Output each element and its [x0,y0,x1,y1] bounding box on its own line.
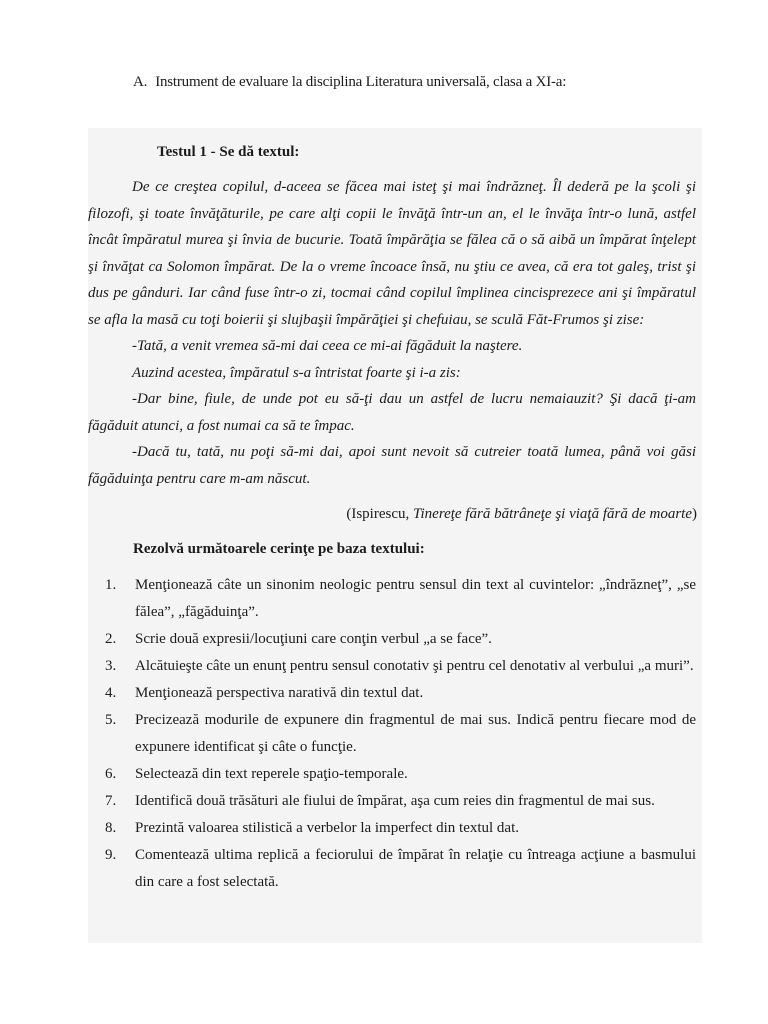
passage-paragraph: Auzind acestea, împăratul s-a întristat foarte şi i-a zis: [132,364,461,381]
literary-passage [88,174,696,492]
passage-paragraph: -Tată, a venit vremea să-mi dai ceea ce mi-ai făgăduit la naştere. [132,338,523,354]
task-item [105,815,696,842]
task-number: 1. [105,577,117,593]
task-text: Identifică două trăsături ale fiului de împărat, aşa cum reies din fragmentul de mai sus. [135,793,655,809]
task-text: Precizează modurile de expunere din fragmentul de mai sus. Indică pentru fiecare mod de expunere identificat şi câte o funcţie. [135,712,696,755]
task-text: Comentează ultima replică a feciorului de împărat în relaţie cu întreaga acţiune a basmului din care a fost selectată. [135,847,696,890]
header-text: Instrument de evaluare la disciplina Literatura universală, clasa a XI-a: [155,74,567,90]
task-text: Prezintă valoarea stilistică a verbelor la imperfect din textul dat. [135,820,520,836]
task-item [105,788,696,815]
task-number: 3. [105,658,117,674]
task-item [105,572,696,626]
citation-close: ) [692,506,697,522]
document-header [133,74,566,91]
section-letter: A. [133,74,148,90]
task-text: Menţionează perspectiva narativă din textul dat. [135,685,424,701]
passage-paragraph: -Dar bine, fiule, de unde pot eu să-ţi dau un astfel de lucru nemaiauzit? Şi dacă ţi-am făgăduit atunci, a fost numai ca să te împac. [88,391,696,434]
task-item [105,761,696,788]
task-text: Alcătuieşte câte un enunţ pentru sensul conotativ şi pentru cel denotativ al verbului „a muri”. [135,658,694,674]
citation-work: Tinereţe fără bătrâneţe şi viaţă fără de moarte [412,506,692,522]
task-item [105,653,696,680]
task-number: 4. [105,685,117,701]
task-number: 9. [105,847,117,863]
task-item [105,626,696,653]
test-title: Testul 1 - Se dă textul: [157,144,300,160]
citation-author: (Ispirescu, [346,506,413,522]
task-item [105,680,696,707]
task-number: 2. [105,631,117,647]
task-text: Scrie două expresii/locuţiuni care conţin verbul „a se face”. [135,631,492,647]
task-item [105,707,696,761]
task-number: 8. [105,820,117,836]
task-number: 7. [105,793,117,809]
tasks-list [105,572,696,896]
task-number: 6. [105,766,117,782]
tasks-heading: Rezolvă următoarele cerinţe pe baza textului: [133,541,425,557]
passage-paragraph: -Dacă tu, tată, nu poţi să-mi dai, apoi sunt nevoit să cutreier toată lumea, până voi găsi făgăduinţa pentru care m-am născut. [88,444,696,487]
passage-paragraph: De ce creştea copilul, d-aceea se făcea mai isteţ şi mai îndrăzneţ. Îl dederă pe la şcoli şi filozofi, şi toate învăţăturile, pe care alţi copii le învăţă într-un an, el le învăţa într-o lună, astfel încât împăratul murea şi învia de bucurie. Toată împărăţia se fălea că o să aibă un împărat înţelept şi învăţat ca Solomon împărat. De la o vreme încoace însă, nu ştiu ce avea, că era tot galeş, trist şi dus pe gânduri. Iar când fuse într-o zi, tocmai când copilul împlinea cincisprezece ani şi împăratul se afla la masă cu toţi boierii şi slujbaşii împărăţiei şi chefuiau, se sculă Făt-Frumos şi zise: [88,179,696,328]
task-text: Selectează din text reperele spaţio-temporale. [135,766,408,782]
task-text: Menţionează câte un sinonim neologic pentru sensul din text al cuvintelor: „îndrăzneţ”, „se fălea”, „făgăduinţa”. [135,577,696,620]
task-item [105,842,696,896]
source-citation [346,506,697,523]
task-number: 5. [105,712,117,728]
